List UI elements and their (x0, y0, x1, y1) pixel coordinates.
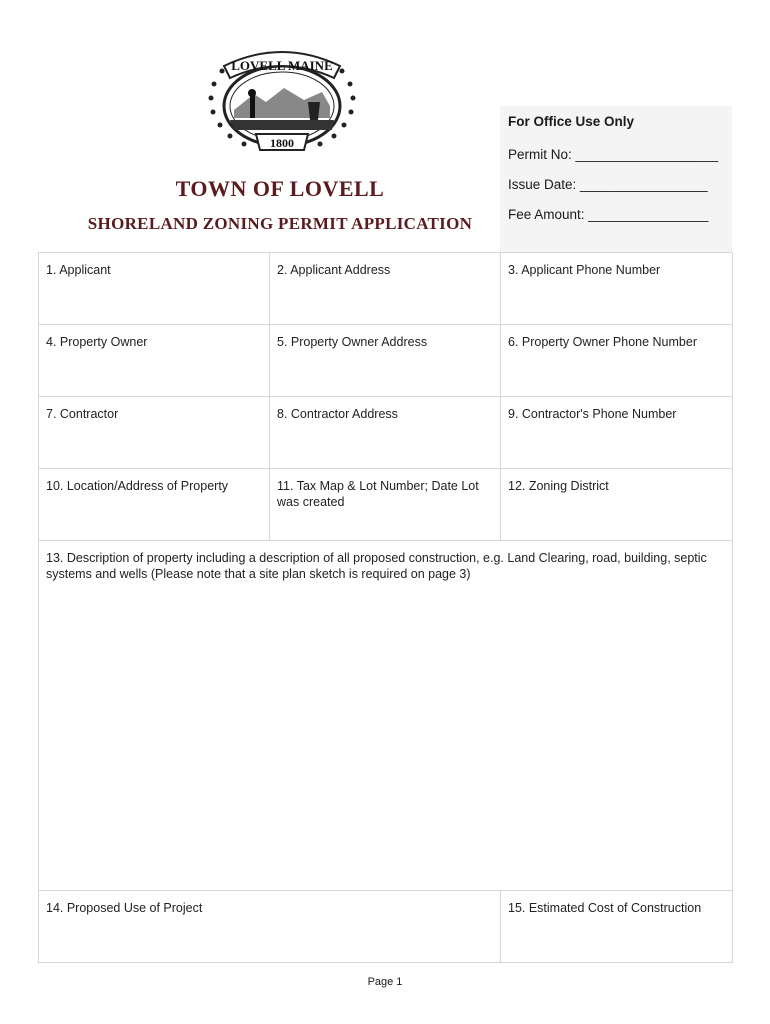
applicant-address-field[interactable]: 2. Applicant Address (270, 253, 501, 324)
permit-no-field[interactable]: Permit No: ___________________ (508, 147, 719, 162)
contractor-phone-field[interactable]: 9. Contractor's Phone Number (501, 397, 733, 468)
property-location-field[interactable]: 10. Location/Address of Property (39, 469, 270, 540)
applicant-field[interactable]: 1. Applicant (39, 253, 270, 324)
fee-amount-field[interactable]: Fee Amount: ________________ (508, 207, 709, 222)
property-owner-phone-field[interactable]: 6. Property Owner Phone Number (501, 325, 733, 396)
form-row (39, 891, 733, 963)
office-use-box (500, 106, 732, 252)
property-owner-address-field[interactable]: 5. Property Owner Address (270, 325, 501, 396)
page-number: Page 1 (367, 976, 403, 988)
form-row (39, 397, 733, 469)
form-row (39, 469, 733, 541)
seal-top-text: LOVELL MAINE (231, 58, 333, 73)
town-title: TOWN OF LOVELL (175, 176, 385, 201)
proposed-use-field[interactable]: 14. Proposed Use of Project (39, 891, 501, 962)
tax-map-lot-field[interactable]: 11. Tax Map & Lot Number; Date Lot was created (270, 469, 501, 540)
estimated-cost-field[interactable]: 15. Estimated Cost of Construction (501, 891, 733, 962)
zoning-district-field[interactable]: 12. Zoning District (501, 469, 733, 540)
office-use-heading: For Office Use Only (508, 114, 635, 129)
form-row (39, 253, 733, 325)
contractor-address-field[interactable]: 8. Contractor Address (270, 397, 501, 468)
header-titles (60, 176, 500, 234)
application-form-grid (38, 252, 733, 963)
form-row (39, 541, 733, 891)
contractor-field[interactable]: 7. Contractor (39, 397, 270, 468)
property-description-field[interactable]: 13. Description of property including a description of all proposed construction, e.g. Land Clearing, road, building, septic systems and wells (Please note that a site plan sketch is required on page 3) (39, 541, 733, 890)
seal-year: 1800 (270, 136, 294, 150)
form-title: SHORELAND ZONING PERMIT APPLICATION (87, 214, 473, 233)
property-owner-field[interactable]: 4. Property Owner (39, 325, 270, 396)
town-seal-logo (204, 44, 360, 156)
form-row (39, 325, 733, 397)
applicant-phone-field[interactable]: 3. Applicant Phone Number (501, 253, 733, 324)
issue-date-field[interactable]: Issue Date: _________________ (508, 177, 708, 192)
